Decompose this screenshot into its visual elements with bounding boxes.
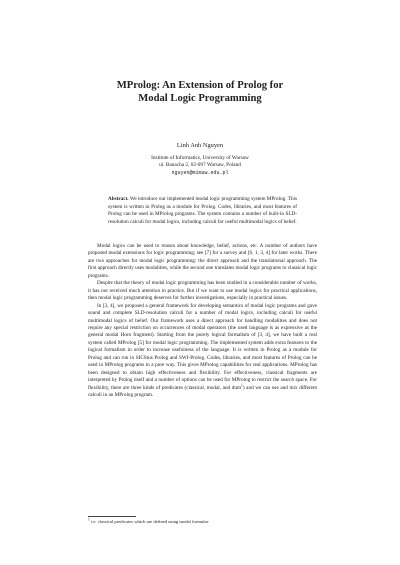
footnote-ref: 1 bbox=[241, 382, 243, 387]
paper-title bbox=[0, 80, 400, 105]
title-line-1: MProlog: An Extension of Prolog for bbox=[116, 80, 284, 91]
affiliation bbox=[0, 155, 400, 177]
body-text bbox=[88, 243, 317, 400]
paragraph-3 bbox=[88, 303, 317, 400]
abstract bbox=[108, 196, 297, 226]
paragraph-3-tail: ) and we can use and mix different calculi in an MProlog program. bbox=[88, 384, 317, 399]
author-name: Linh Anh Nguyen bbox=[176, 142, 224, 149]
author-email: nguyen@mimuw.edu.pl bbox=[171, 169, 229, 176]
footnote-text: i.e. classical predicates which are defined using modal formulae bbox=[90, 519, 209, 524]
footnote-rule bbox=[88, 516, 136, 517]
affiliation-line-2: ul. Banacha 2, 02-097 Warsaw, Poland bbox=[159, 162, 241, 169]
paragraph-3-text: In [3, 4], we proposed a general framework for developing semantics of modal logic programs and gave sound and complete SLD-resolution calculi for a number of modal logics, including calculi for useful multimodal logics of belief. Our framework uses a direct approach for handling modalities and does not require any special restriction on occurrences of modal operators (the used language is as expressive as the general modal Horn fragment). Starting from the purely logical formalism of [3, 4], we have built a real system called MProlog [5] for modal logic programming. The implemented system adds extra features to the logical formalism in order to increase usefulness of the language. It is written in Prolog as a module for Prolog and can run in SICStus Prolog and SWI-Prolog. Codes, libraries, and most features of Prolog can be used in MProlog programs in a pure way. This gives MProlog capabilities for real applications. MProlog has been designed to obtain high effectiveness and flexibility. For effectiveness, classical fragments are interpreted by Prolog itself and a number of options can be used for MProlog to restrict the search space. For flexibility, there are three kinds of predicates (classical, modal, and dum bbox=[88, 302, 317, 391]
paragraph-1: Modal logics can be used to reason about knowledge, belief, actions, etc. A number of authors have proposed modal extensions for logic programming; see [7] for a survey and [6, 1, 3, 4] for later works. There are two approaches for modal logic programming: the direct approach and the translational approach. The first approach directly uses modalities, while the second one translates modal logic programs to classical logic programs. bbox=[88, 243, 317, 279]
footnote-mark: 1 bbox=[88, 517, 90, 522]
paragraph-2: Despite that the theory of modal logic programming has been studied in a considerable number of works, it has not received much attention in practice. But if we want to use modal logics for practical applications, then modal logic programming deserves for further investigations, especially in practical issues. bbox=[88, 280, 317, 302]
abstract-text: We introduce our implemented modal logic programming system MProlog. This system is written in Prolog as a module for Prolog. Codes, libraries, and most features of Prolog can be used in MProlog programs. The system contains a number of built-in SLD-resolution calculi for modal logics, including calculi for useful multimodal logics of belief. bbox=[108, 196, 297, 225]
title-line-2: Modal Logic Programming bbox=[138, 92, 262, 104]
abstract-label: Abstract. bbox=[108, 196, 129, 202]
affiliation-line-1: Institute of Informatics, University of Warsaw bbox=[151, 155, 249, 161]
footnote bbox=[88, 519, 317, 525]
